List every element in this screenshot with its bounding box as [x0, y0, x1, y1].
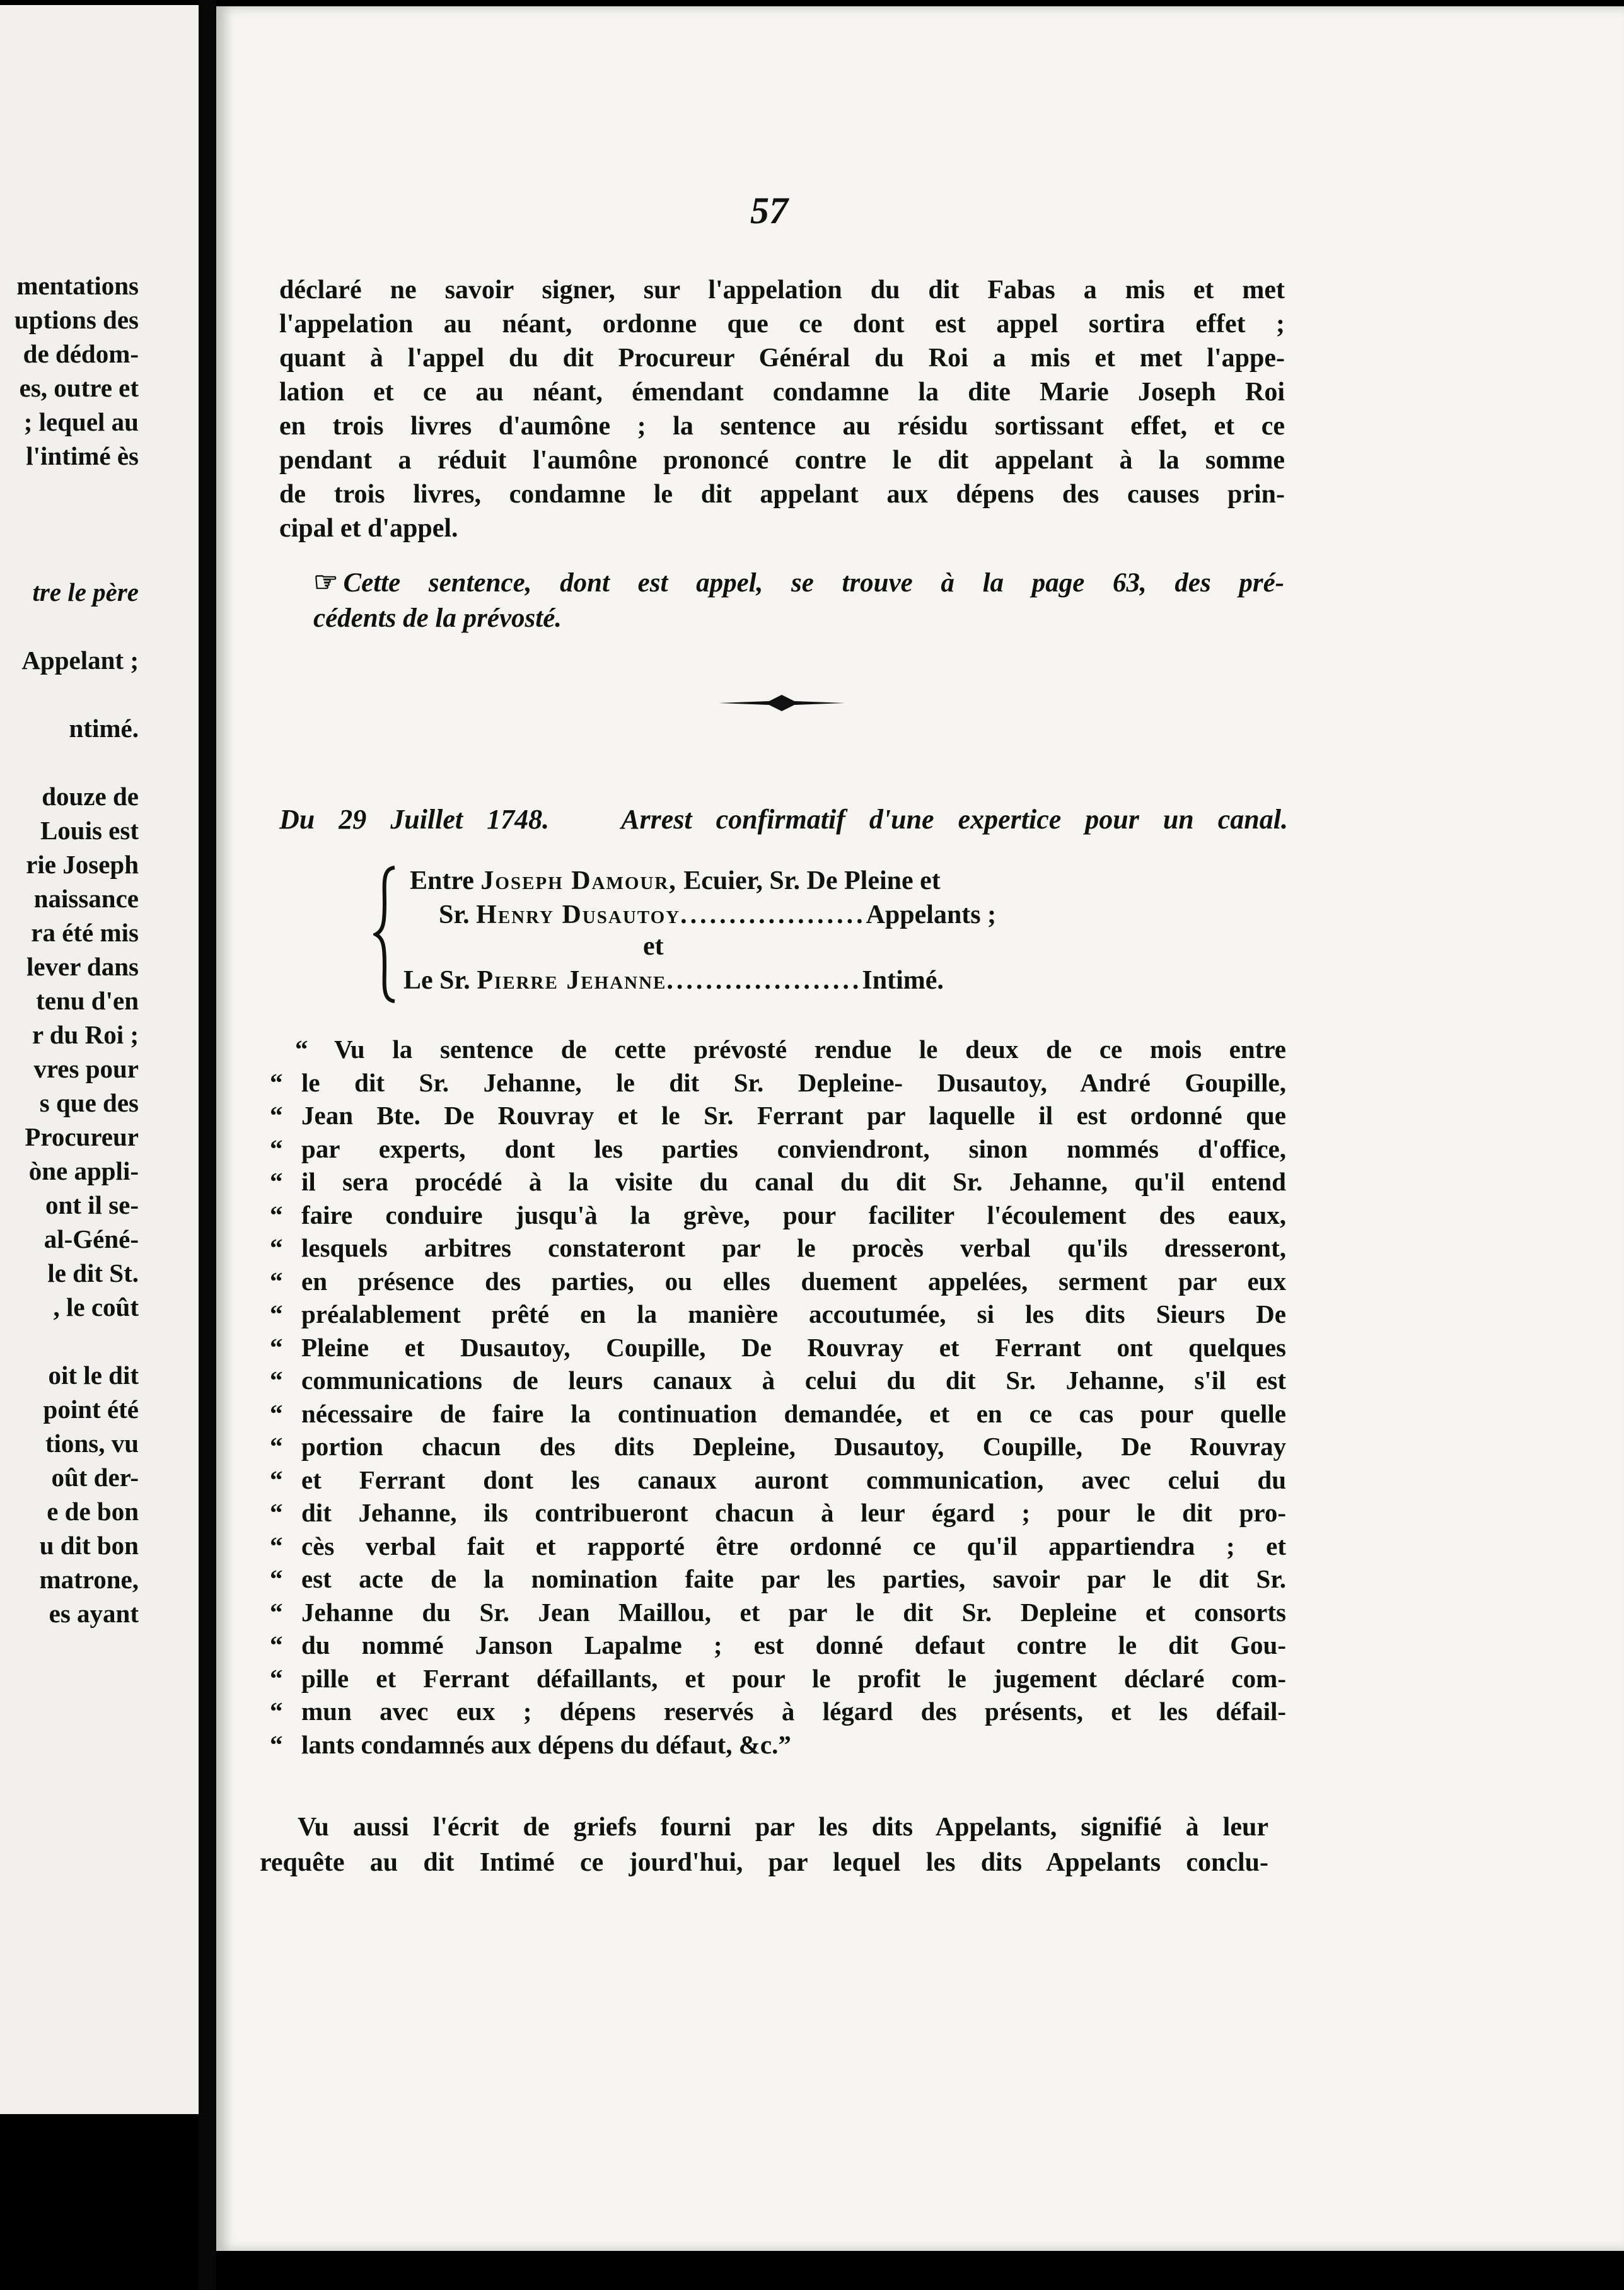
opening-line: déclaré ne savoir signer, sur l'appelation du dit Fabas a mis et met: [279, 276, 1285, 305]
left-page-line: rie Joseph: [26, 850, 139, 879]
quote-line-text: le dit Sr. Jehanne, le dit Sr. Depleine- Dusautoy, André Goupille,: [301, 1067, 1286, 1097]
left-page-line: ont il se-: [45, 1190, 139, 1219]
appellant-name-2: Henry Dusautoy: [476, 900, 681, 929]
quote-line: [270, 1298, 1286, 1331]
left-page-line: point été: [43, 1395, 139, 1424]
quote-line-text: préalablement prêté en la manière accoutumée, si les dits Sieurs De: [301, 1299, 1286, 1328]
respondent-name: Pierre Jehanne: [477, 966, 667, 995]
page-number: 57: [750, 190, 788, 231]
quote-line: [270, 1728, 1286, 1762]
quote-mark: “: [270, 1266, 283, 1296]
left-page-line: naissance: [33, 884, 139, 913]
quote-line: [270, 1662, 1286, 1695]
left-page-line: oit le dit: [48, 1361, 139, 1390]
left-page-line: al-Géné-: [44, 1224, 139, 1253]
left-page-line: l'intimé ès: [26, 441, 139, 470]
quote-line: [270, 1132, 1286, 1166]
quote-mark: “: [270, 1498, 283, 1527]
respondent-role: Intimé.: [862, 966, 944, 995]
quote-mark: “: [270, 1167, 283, 1196]
left-page-line: [0, 677, 139, 711]
quote-mark: “: [270, 1134, 283, 1163]
quote-line: [270, 1099, 1286, 1132]
left-page-line: Louis est: [40, 816, 139, 845]
quote-mark: “: [270, 1233, 283, 1262]
quote-line-text: est acte de la nomination faite par les parties, savoir par le dit Sr.: [301, 1564, 1286, 1593]
quote-line: [270, 1695, 1286, 1728]
quote-mark: “: [270, 1398, 283, 1428]
quote-mark: “: [270, 1465, 283, 1494]
final-paragraph: [260, 1810, 1268, 1880]
case-title: Arrest confirmatif d'une expertice pour un canal.: [621, 804, 1288, 835]
quote-line-text: dit Jehanne, ils contribueront chacun à leur égard ; pour le dit pro-: [301, 1498, 1286, 1527]
opening-line: l'appelation au néant, ordonne que ce dont est appel sortira effet ;: [279, 310, 1285, 339]
quote-line: [270, 1562, 1286, 1596]
quote-line: [270, 1629, 1286, 1662]
precedent-note: [313, 565, 1284, 636]
quote-mark: “: [270, 1432, 283, 1461]
left-page-line: uptions des: [14, 305, 139, 334]
party-line-1: Entre Joseph Damour, Ecuier, Sr. De Pleine et: [410, 866, 941, 895]
left-page-text: [0, 269, 139, 1630]
quote-line-text: il sera procédé à la visite du canal du dit Sr. Jehanne, qu'il entend: [301, 1167, 1286, 1196]
appellants-role: Appelants ;: [866, 900, 997, 929]
quote-mark: “: [295, 1035, 308, 1064]
opening-line: en trois livres d'aumône ; la sentence au résidu sortissant effet, et ce: [279, 412, 1285, 441]
quote-line: [270, 1530, 1286, 1563]
party-line-4: Le Sr. Pierre Jehanne....................Intimé.: [403, 966, 944, 995]
quote-line-text: nécessaire de faire la continuation demandée, et en ce cas pour quelle: [301, 1398, 1286, 1428]
quote-line: [270, 1496, 1286, 1530]
opening-line: de trois livres, condamne le dit appelant aux dépens des causes prin-: [279, 480, 1285, 509]
quote-line-text: pille et Ferrant défaillants, et pour le profit le jugement déclaré com-: [301, 1663, 1286, 1693]
left-page-line: douze de: [42, 782, 139, 811]
quote-mark: “: [270, 1663, 283, 1693]
quote-line: [270, 1165, 1286, 1199]
quote-mark: “: [270, 1531, 283, 1561]
quote-mark: “: [270, 1366, 283, 1395]
left-page-line: [0, 1324, 139, 1358]
left-page-line: de dédom-: [23, 339, 139, 368]
left-page-line: vres pour: [33, 1054, 139, 1083]
left-page-line: ntimé.: [69, 714, 139, 743]
left-page-line: [0, 745, 139, 779]
final-line-2: requête au dit Intimé ce jourd'hui, par lequel les dits Appelants conclu-: [260, 1848, 1268, 1877]
quote-mark: “: [270, 1299, 283, 1328]
quote-line-text: du nommé Janson Lapalme ; est donné defaut contre le dit Gou-: [301, 1630, 1286, 1659]
left-page-line: matrone,: [39, 1565, 139, 1594]
quote-line-text: lesquels arbitres constateront par le procès verbal qu'ils dresseront,: [301, 1233, 1286, 1262]
quote-line: [270, 1331, 1286, 1364]
left-page-line: Appelant ;: [21, 646, 139, 675]
party-line-3: et: [643, 932, 664, 961]
opening-line: pendant a réduit l'aumône prononcé contre le dit appelant à la somme: [279, 446, 1285, 475]
opening-paragraph: [279, 273, 1285, 545]
quote-line-text: Vu la sentence de cette prévosté rendue le deux de ce mois entre: [334, 1035, 1286, 1064]
quote-line: [270, 1397, 1286, 1431]
brace-icon: [373, 865, 398, 1004]
book-gutter: [199, 0, 216, 2290]
left-page-line: òne appli-: [28, 1156, 139, 1185]
quote-line-text: en présence des parties, ou elles duement appelées, serment par eux: [301, 1266, 1286, 1296]
opening-line: cipal et d'appel.: [279, 514, 458, 543]
quote-line-text: par experts, dont les parties conviendront, sinon nommés d'office,: [301, 1134, 1286, 1163]
left-page-line: lever dans: [26, 952, 139, 981]
left-page-line: s que des: [39, 1088, 139, 1117]
quoted-sentence: [270, 1033, 1286, 1761]
quote-line-text: cès verbal fait et rapporté être ordonné ce qu'il appartiendra ; et: [301, 1531, 1286, 1561]
final-line-1: Vu aussi l'écrit de griefs fourni par les dits Appelants, signifié à leur: [298, 1813, 1268, 1842]
quote-line: [270, 1231, 1286, 1265]
appellant-name: Joseph Damour,: [480, 866, 677, 895]
left-page-line: e de bon: [47, 1497, 139, 1526]
quote-line: [270, 1364, 1286, 1397]
left-page-line: ; lequel au: [23, 407, 139, 436]
left-page-fragment: [0, 5, 199, 2114]
quote-mark: “: [270, 1729, 283, 1759]
left-page-line: ra été mis: [31, 918, 139, 947]
case-date: Du 29 Juillet 1748.: [279, 804, 550, 835]
left-page-line: tenu d'en: [36, 986, 139, 1015]
quote-mark: “: [270, 1067, 283, 1097]
party-line-2: Sr. Henry Dusautoy...................Appelants ;: [439, 900, 997, 929]
quote-mark: “: [270, 1200, 283, 1229]
quote-mark: “: [270, 1101, 283, 1130]
opening-line: lation et ce au néant, émendant condamne la dite Marie Joseph Roi: [279, 378, 1285, 407]
left-page-line: le dit St.: [47, 1258, 139, 1287]
quote-line: [270, 1430, 1286, 1463]
left-page-line: [0, 541, 139, 575]
quote-line: [270, 1066, 1286, 1100]
left-page-line: oût der-: [51, 1463, 139, 1492]
quote-line-text: et Ferrant dont les canaux auront communication, avec celui du: [301, 1465, 1286, 1494]
left-page-line: tions, vu: [45, 1429, 139, 1458]
quote-line-text: Jehanne du Sr. Jean Maillou, et par le dit Sr. Depleine et consorts: [301, 1597, 1286, 1627]
quote-line: [270, 1463, 1286, 1497]
left-page-line: tre le père: [32, 578, 139, 607]
pointing-hand-icon: ☞: [313, 567, 339, 598]
quote-line-text: mun avec eux ; dépens reservés à légard des présents, et les défail-: [301, 1697, 1286, 1726]
quote-line-text: portion chacun des dits Depleine, Dusautoy, Coupille, De Rouvray: [301, 1432, 1286, 1461]
quote-line-text: lants condamnés aux dépens du défaut, &c.”: [301, 1729, 791, 1759]
left-page-line: es, outre et: [19, 373, 139, 402]
note-line-1: Cette sentence, dont est appel, se trouve à la page 63, des pré-: [343, 568, 1284, 598]
quote-line-text: communications de leurs canaux à celui du dit Sr. Jehanne, s'il est: [301, 1366, 1286, 1395]
quote-mark: “: [270, 1332, 283, 1362]
left-page-line: [0, 473, 139, 507]
quote-line-text: Jean Bte. De Rouvray et le Sr. Ferrant par laquelle il est ordonné que: [301, 1101, 1286, 1130]
quote-mark: “: [270, 1597, 283, 1627]
left-page-line: Procureur: [25, 1122, 139, 1151]
left-page-line: u dit bon: [39, 1531, 139, 1560]
left-page-line: , le coût: [53, 1293, 139, 1322]
quote-line: [270, 1596, 1286, 1629]
quote-line: [270, 1265, 1286, 1298]
quote-mark: “: [270, 1564, 283, 1593]
quote-mark: “: [270, 1630, 283, 1659]
quote-line: [270, 1033, 1286, 1066]
case-heading: [279, 801, 1288, 839]
left-page-line: [0, 507, 139, 541]
quote-mark: “: [270, 1697, 283, 1726]
note-line-2: cédents de la prévosté.: [313, 603, 562, 633]
left-page-line: mentations: [16, 271, 139, 300]
quote-line: [270, 1199, 1286, 1232]
left-page-line: r du Roi ;: [32, 1020, 139, 1049]
ornament-divider-icon: [719, 687, 845, 719]
quote-line-text: faire conduire jusqu'à la grève, pour faciliter l'écoulement des eaux,: [301, 1200, 1286, 1229]
left-page-line: [0, 609, 139, 643]
left-page-line: es ayant: [49, 1599, 139, 1628]
opening-line: quant à l'appel du dit Procureur Général du Roi a mis et met l'appe-: [279, 344, 1285, 373]
quote-line-text: Pleine et Dusautoy, Coupille, De Rouvray et Ferrant ont quelques: [301, 1332, 1286, 1362]
